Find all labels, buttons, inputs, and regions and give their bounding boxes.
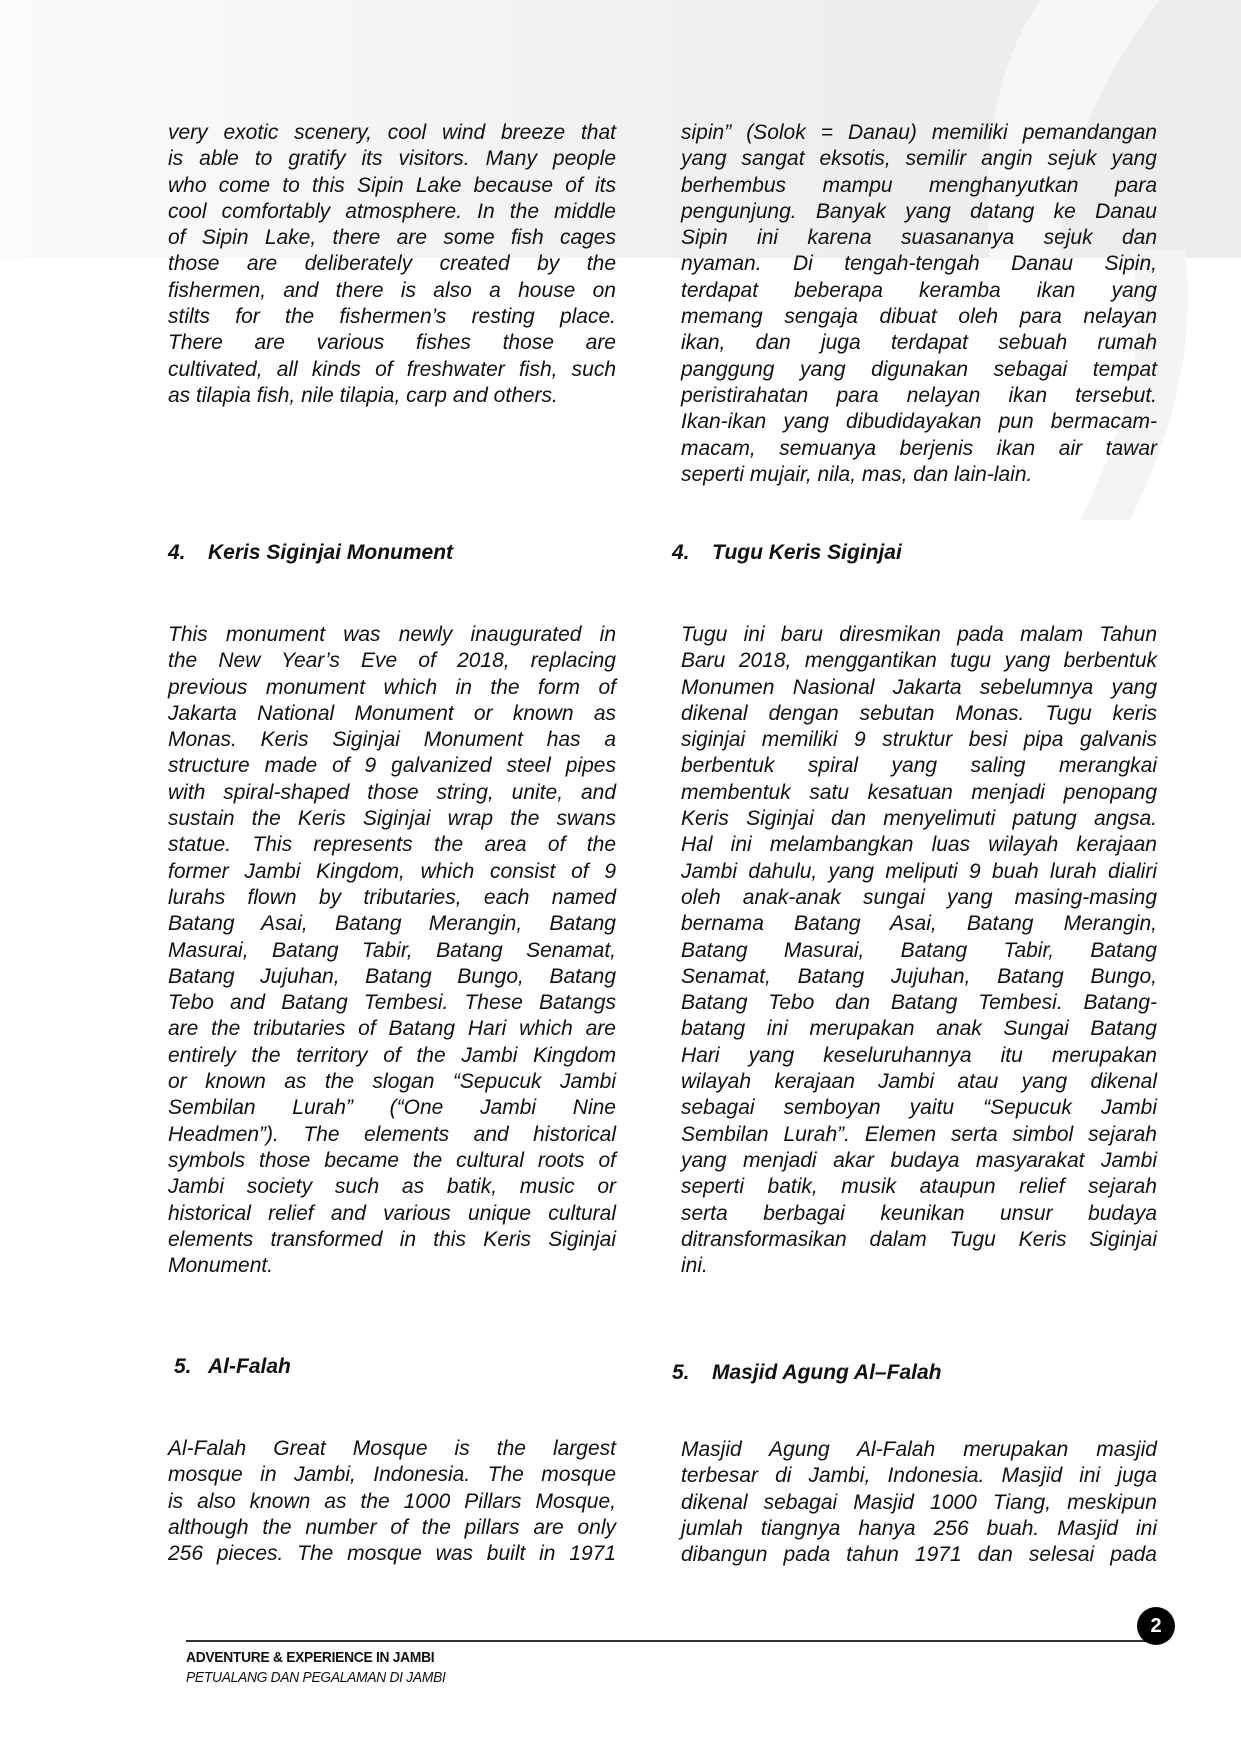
text-line: membentuk satu kesatuan menjadi penopang bbox=[681, 780, 1157, 804]
text-line: Masurai, Batang Tabir, Batang Senamat, bbox=[168, 938, 616, 962]
text-line: bernama Batang Asai, Batang Merangin, bbox=[681, 912, 1157, 936]
text-line: although the number of the pillars are only bbox=[168, 1515, 616, 1539]
text-line: with spiral-shaped those string, unite, and bbox=[168, 780, 616, 804]
english-section5-heading bbox=[174, 1355, 291, 1379]
text-line: Headmen”). The elements and historical bbox=[168, 1122, 616, 1146]
section-number: 5. bbox=[174, 1355, 192, 1378]
text-line: as tilapia fish, nile tilapia, carp and others. bbox=[168, 383, 558, 407]
text-line: peristirahatan para nelayan ikan tersebut. bbox=[681, 383, 1157, 407]
text-line: fishermen, and there is also a house on bbox=[168, 278, 616, 302]
english-intro-paragraph bbox=[168, 120, 616, 409]
text-line: dikenal dengan sebutan Monas. Tugu keris bbox=[681, 701, 1157, 725]
text-line: historical relief and various unique cultural bbox=[168, 1201, 616, 1225]
text-line: previous monument which in the form of bbox=[168, 675, 616, 699]
text-line: jumlah tiangnya hanya 256 buah. Masjid ini bbox=[681, 1516, 1157, 1540]
text-line: oleh anak-anak sungai yang masing-masing bbox=[681, 885, 1157, 909]
text-line: berbentuk spiral yang saling merangkai bbox=[681, 754, 1157, 778]
text-line: Masjid Agung Al-Falah merupakan masjid bbox=[681, 1438, 1157, 1461]
text-line: terdapat beberapa keramba ikan yang bbox=[681, 278, 1157, 302]
text-line: Jakarta National Monument or known as bbox=[168, 701, 616, 725]
text-line: 256 pieces. The mosque was built in 1971 bbox=[168, 1542, 616, 1566]
text-line: Batang Masurai, Batang Tabir, Batang bbox=[681, 938, 1157, 962]
english-section4-heading bbox=[168, 541, 453, 565]
section-title: Tugu Keris Siginjai bbox=[712, 541, 902, 564]
text-line: serta berbagai keunikan unsur budaya bbox=[681, 1201, 1157, 1225]
text-line: of Sipin Lake, there are some fish cages bbox=[168, 226, 616, 250]
text-line: Jambi society such as batik, music or bbox=[168, 1175, 616, 1199]
section-title: Masjid Agung Al–Falah bbox=[712, 1361, 942, 1384]
text-line: Batang Jujuhan, Batang Bungo, Batang bbox=[168, 964, 616, 988]
text-line: yang sangat eksotis, semilir angin sejuk yang bbox=[681, 147, 1157, 171]
text-line: Ikan-ikan yang dibudidayakan pun bermacam- bbox=[681, 410, 1157, 434]
text-line: sebagai semboyan yaitu “Sepucuk Jambi bbox=[681, 1096, 1157, 1120]
english-section4-paragraph bbox=[168, 622, 616, 1279]
section-number: 4. bbox=[672, 541, 690, 564]
section-title: Keris Siginjai Monument bbox=[208, 541, 454, 564]
text-line: seperti mujair, nila, mas, dan lain-lain. bbox=[681, 462, 1033, 486]
text-line: Keris Siginjai dan menyelimuti patung angsa. bbox=[681, 807, 1157, 831]
text-line: ini. bbox=[681, 1254, 708, 1278]
text-line: seperti batik, musik ataupun relief sejarah bbox=[681, 1175, 1157, 1199]
section-number: 5. bbox=[672, 1361, 690, 1384]
text-line: Batang Tebo dan Batang Tembesi. Batang- bbox=[681, 991, 1157, 1015]
footer-subtitle: PETUALANG DAN PEGALAMAN DI JAMBI bbox=[186, 1669, 446, 1686]
text-line: or known as the slogan “Sepucuk Jambi bbox=[168, 1070, 616, 1094]
text-line: Senamat, Batang Jujuhan, Batang Bungo, bbox=[681, 964, 1157, 988]
text-line: the New Year’s Eve of 2018, replacing bbox=[168, 649, 616, 673]
text-line: former Jambi Kingdom, which consist of 9 bbox=[168, 859, 616, 883]
text-line: sustain the Keris Siginjai wrap the swans bbox=[168, 807, 616, 831]
text-line: panggung yang digunakan sebagai tempat bbox=[681, 357, 1157, 381]
text-line: ditransformasikan dalam Tugu Keris Siginjai bbox=[681, 1227, 1157, 1251]
text-line: pengunjung. Banyak yang datang ke Danau bbox=[681, 199, 1157, 223]
text-line: nyaman. Di tengah-tengah Danau Sipin, bbox=[681, 252, 1157, 276]
text-line: Tebo and Batang Tembesi. These Batangs bbox=[168, 991, 616, 1015]
text-line: Hal ini melambangkan luas wilayah kerajaan bbox=[681, 833, 1157, 857]
text-line: very exotic scenery, cool wind breeze that bbox=[168, 121, 616, 144]
text-line: Batang Asai, Batang Merangin, Batang bbox=[168, 912, 616, 936]
text-line: terbesar di Jambi, Indonesia. Masjid ini juga bbox=[681, 1464, 1157, 1488]
indonesian-section4-paragraph bbox=[681, 622, 1157, 1279]
text-line: Jambi dahulu, yang meliputi 9 buah lurah dialiri bbox=[681, 859, 1157, 883]
text-line: memang sengaja dibuat oleh para nelayan bbox=[681, 305, 1157, 329]
text-line: is able to gratify its visitors. Many people bbox=[168, 147, 616, 171]
text-line: entirely the territory of the Jambi Kingdom bbox=[168, 1043, 616, 1067]
text-line: There are various fishes those are bbox=[168, 331, 616, 355]
text-line: symbols those became the cultural roots of bbox=[168, 1148, 616, 1172]
text-line: Tugu ini baru diresmikan pada malam Tahun bbox=[681, 623, 1157, 646]
text-line: yang menjadi akar budaya masyarakat Jambi bbox=[681, 1148, 1157, 1172]
text-line: macam, semuanya berjenis ikan air tawar bbox=[681, 436, 1157, 460]
text-line: are the tributaries of Batang Hari which are bbox=[168, 1017, 616, 1041]
section-number: 4. bbox=[168, 541, 186, 564]
text-line: sipin” (Solok = Danau) memiliki pemandangan bbox=[681, 121, 1157, 144]
text-line: cultivated, all kinds of freshwater fish, such bbox=[168, 357, 616, 381]
text-line: ikan, dan juga terdapat sebuah rumah bbox=[681, 331, 1157, 355]
text-line: cool comfortably atmosphere. In the middle bbox=[168, 199, 616, 223]
text-line: who come to this Sipin Lake because of its bbox=[168, 173, 616, 197]
text-line: Sembilan Lurah” (“One Jambi Nine bbox=[168, 1096, 616, 1120]
text-line: berhembus mampu menghanyutkan para bbox=[681, 173, 1157, 197]
text-line: those are deliberately created by the bbox=[168, 252, 616, 276]
text-line: mosque in Jambi, Indonesia. The mosque bbox=[168, 1463, 616, 1487]
section-title: Al-Falah bbox=[208, 1355, 291, 1378]
page-number-badge: 2 bbox=[1137, 1607, 1175, 1645]
text-line: Monument. bbox=[168, 1254, 274, 1278]
indonesian-section4-heading bbox=[672, 541, 902, 565]
text-line: elements transformed in this Keris Siginjai bbox=[168, 1227, 616, 1251]
text-line: statue. This represents the area of the bbox=[168, 833, 616, 857]
footer-divider bbox=[186, 1640, 1146, 1642]
text-line: dikenal sebagai Masjid 1000 Tiang, meskipun bbox=[681, 1490, 1157, 1514]
text-line: structure made of 9 galvanized steel pipes bbox=[168, 754, 616, 778]
indonesian-section5-heading bbox=[672, 1361, 941, 1385]
text-line: batang ini merupakan anak Sungai Batang bbox=[681, 1017, 1157, 1041]
text-line: lurahs flown by tributaries, each named bbox=[168, 885, 616, 909]
text-line: Baru 2018, menggantikan tugu yang berbentuk bbox=[681, 649, 1157, 673]
text-line: Monas. Keris Siginjai Monument has a bbox=[168, 728, 616, 752]
indonesian-section5-paragraph bbox=[681, 1437, 1157, 1568]
text-line: is also known as the 1000 Pillars Mosque, bbox=[168, 1489, 616, 1513]
text-line: stilts for the fishermen’s resting place. bbox=[168, 305, 616, 329]
text-line: wilayah kerajaan Jambi atau yang dikenal bbox=[681, 1070, 1157, 1094]
text-line: Monumen Nasional Jakarta sebelumnya yang bbox=[681, 675, 1157, 699]
text-line: Hari yang keseluruhannya itu merupakan bbox=[681, 1043, 1157, 1067]
indonesian-intro-paragraph bbox=[681, 120, 1157, 488]
text-line: dibangun pada tahun 1971 dan selesai pada bbox=[681, 1543, 1157, 1567]
footer-title: ADVENTURE & EXPERIENCE IN JAMBI bbox=[186, 1649, 435, 1666]
text-line: This monument was newly inaugurated in bbox=[168, 623, 616, 646]
english-section5-paragraph bbox=[168, 1436, 616, 1567]
text-line: Al-Falah Great Mosque is the largest bbox=[168, 1437, 616, 1460]
text-line: siginjai memiliki 9 struktur besi pipa galvanis bbox=[681, 728, 1157, 752]
text-line: Sembilan Lurah”. Elemen serta simbol sejarah bbox=[681, 1122, 1157, 1146]
text-line: Sipin ini karena suasananya sejuk dan bbox=[681, 226, 1157, 250]
